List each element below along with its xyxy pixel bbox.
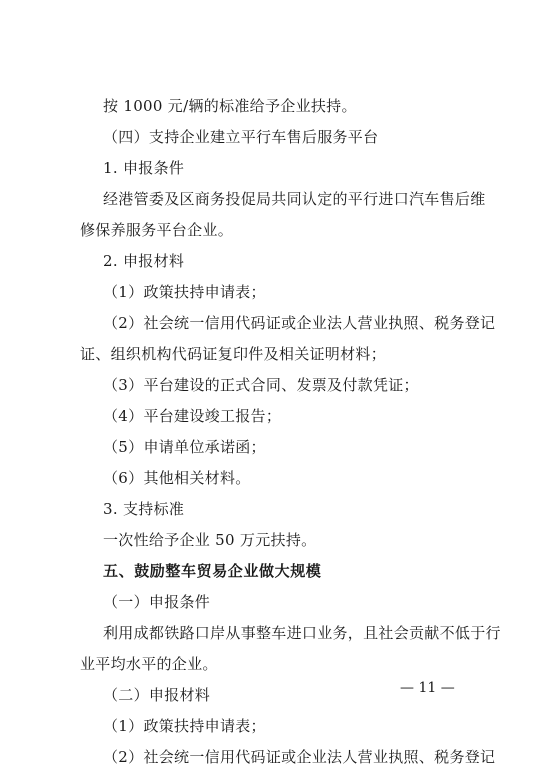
paragraph-line: 按 1000 元/辆的标准给予企业扶持。: [103, 97, 357, 115]
list-item: （6）其他相关材料。: [103, 469, 251, 487]
list-item: （1）政策扶持申请表；: [103, 283, 266, 301]
paragraph-line: 利用成都铁路口岸从事整车进口业务，且社会贡献不低于行: [103, 624, 501, 642]
paragraph-line: 经港管委及区商务投促局共同认定的平行进口汽车售后维: [103, 190, 486, 208]
subsection-heading: 2. 申报材料: [103, 252, 185, 270]
page-number: — 11 —: [400, 680, 455, 696]
subsection-heading: 1. 申报条件: [103, 159, 185, 177]
section-heading: （一）申报条件: [103, 593, 211, 611]
list-item: （2）社会统一信用代码证或企业法人营业执照、税务登记: [103, 314, 496, 332]
list-item: （5）申请单位承诺函；: [103, 438, 266, 456]
chapter-heading: 五、鼓励整车贸易企业做大规模: [103, 562, 322, 580]
list-item: （1）政策扶持申请表；: [103, 717, 266, 735]
list-item: （2）社会统一信用代码证或企业法人营业执照、税务登记: [103, 748, 496, 766]
paragraph-line: 修保养服务平台企业。: [80, 221, 234, 239]
paragraph-line: 一次性给予企业 50 万元扶持。: [103, 531, 317, 549]
list-item: （3）平台建设的正式合同、发票及付款凭证；: [103, 376, 419, 394]
section-heading: （四）支持企业建立平行车售后服务平台: [103, 128, 379, 146]
section-heading: （二）申报材料: [103, 686, 211, 704]
list-item: （4）平台建设竣工报告；: [103, 407, 282, 425]
subsection-heading: 3. 支持标准: [103, 500, 185, 518]
paragraph-line: 证、组织机构代码证复印件及相关证明材料；: [80, 345, 387, 363]
paragraph-line: 业平均水平的企业。: [80, 655, 218, 673]
